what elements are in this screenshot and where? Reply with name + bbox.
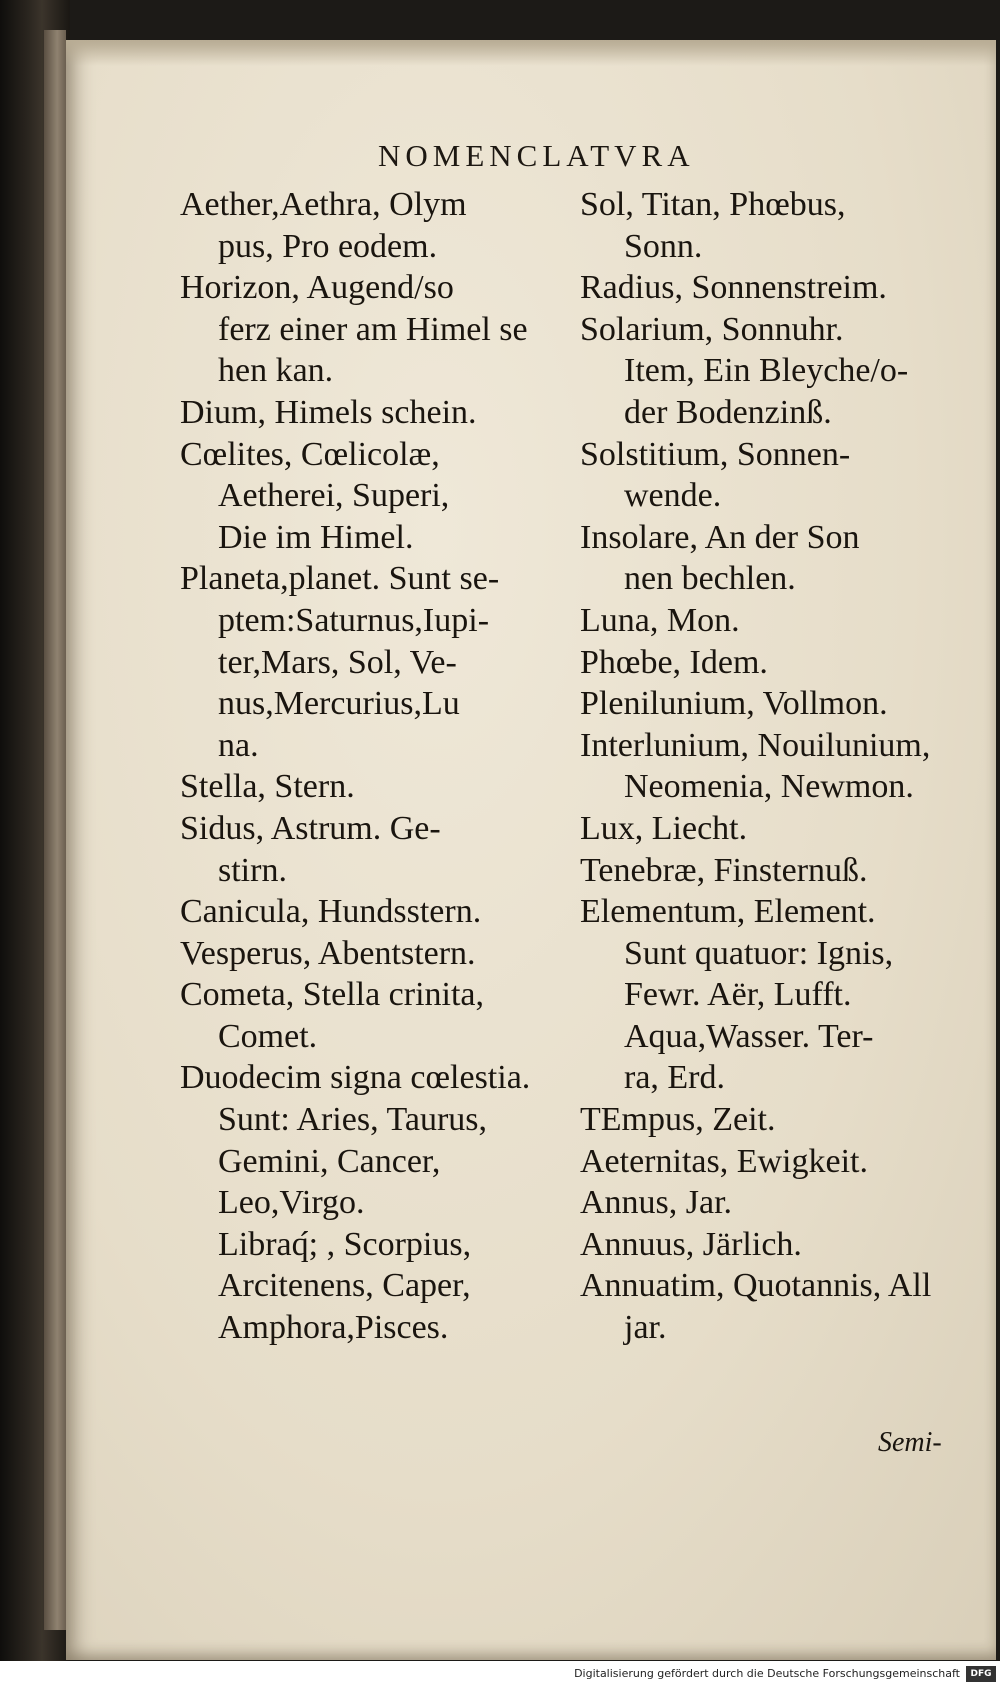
text-line: Comet. <box>218 1017 318 1055</box>
text-line: Neomenia, Newmon. <box>624 768 914 806</box>
text-line: Tenebræ, Finsternuß. <box>580 851 868 889</box>
text-line: Radius, Sonnenstreim. <box>580 269 887 307</box>
text-line: Solstitium, Sonnen- <box>580 435 851 473</box>
text-line: ferz einer am Himel se <box>218 310 528 348</box>
text-line: Solarium, Sonnuhr. <box>580 310 844 348</box>
text-line: ptem:Saturnus,Iupi- <box>218 601 490 639</box>
text-line: Stella, Stern. <box>180 768 355 806</box>
text-line: Die im Himel. <box>218 518 414 556</box>
text-line: Luna, Mon. <box>580 601 740 639</box>
page-stack-edge <box>44 30 66 1630</box>
text-line: Elementum, Element. <box>580 893 876 931</box>
text-line: Lux, Liecht. <box>580 809 748 847</box>
text-line: Aetherei, Superi, <box>218 477 450 515</box>
text-line: Cometa, Stella crinita, <box>180 976 485 1014</box>
text-line: Annuus, Järlich. <box>580 1225 802 1263</box>
text-line: Dium, Himels schein. <box>180 393 477 431</box>
text-line: Plenilunium, Vollmon. <box>580 685 888 723</box>
footer-credit: Digitalisierung gefördert durch die Deutsche Forschungsgemeinschaft <box>574 1667 960 1680</box>
text-line: Aether,Aethra, Olym <box>180 186 467 223</box>
text-line: Aqua,Wasser. Ter- <box>624 1017 874 1055</box>
text-line: Libraq́; , Scorpius, <box>218 1225 472 1263</box>
text-line: Canicula, Hundsstern. <box>180 893 482 931</box>
text-line: Annus, Jar. <box>580 1184 733 1222</box>
text-line: Phœbe, Idem. <box>580 643 768 681</box>
text-line: stirn. <box>218 851 287 889</box>
text-line: na. <box>218 726 259 764</box>
text-line: wende. <box>624 477 722 515</box>
text-line: Sunt: Aries, Taurus, <box>218 1101 487 1139</box>
left-column <box>180 184 565 1349</box>
text-line: Leo,Virgo. <box>218 1184 365 1222</box>
text-line: hen kan. <box>218 352 334 390</box>
text-line: Gemini, Cancer, <box>218 1142 441 1180</box>
text-line: Sunt quatuor: Ignis, <box>624 934 894 972</box>
text-line: Sonn. <box>624 227 703 265</box>
catchword: Semi- <box>878 1427 942 1458</box>
text-line: Sol, Titan, Phœbus, <box>580 186 846 223</box>
text-line: Duodecim signa cœlestia. <box>180 1059 531 1097</box>
text-line: Horizon, Augend/so <box>180 269 454 307</box>
page-top-shadow <box>66 40 996 66</box>
text-line: ra, Erd. <box>624 1059 726 1097</box>
text-line: Aeternitas, Ewigkeit. <box>580 1142 868 1180</box>
text-line: ter,Mars, Sol, Ve- <box>218 643 457 681</box>
text-line: TEmpus, Zeit. <box>580 1101 776 1139</box>
text-line: der Bodenzinß. <box>624 393 832 431</box>
text-line: Fewr. Aër, Lufft. <box>624 976 852 1014</box>
text-line: Cœlites, Cœlicolæ, <box>180 435 440 473</box>
text-line: Planeta,planet. Sunt se- <box>180 560 500 598</box>
text-line: Insolare, An der Son <box>580 518 860 556</box>
dfg-logo: DFG <box>966 1666 996 1682</box>
text-line: Sidus, Astrum. Ge- <box>180 809 441 847</box>
text-line: Amphora,Pisces. <box>218 1309 449 1347</box>
page-heading: NOMENCLATVRA <box>378 138 695 173</box>
text-line: Interlunium, Nouilunium, <box>580 726 931 764</box>
text-line: Arcitenens, Caper, <box>218 1267 471 1305</box>
text-line: Vesperus, Abentstern. <box>180 934 476 972</box>
text-line: jar. <box>624 1309 667 1347</box>
text-line: pus, Pro eodem. <box>218 227 438 265</box>
text-line: Annuatim, Quotannis, All <box>580 1267 932 1305</box>
right-column <box>580 184 965 1349</box>
text-line: nus,Mercurius,Lu <box>218 685 460 723</box>
footer-bar <box>0 1661 1000 1691</box>
text-line: Item, Ein Bleyche/o- <box>624 352 909 390</box>
text-line: nen bechlen. <box>624 560 796 598</box>
